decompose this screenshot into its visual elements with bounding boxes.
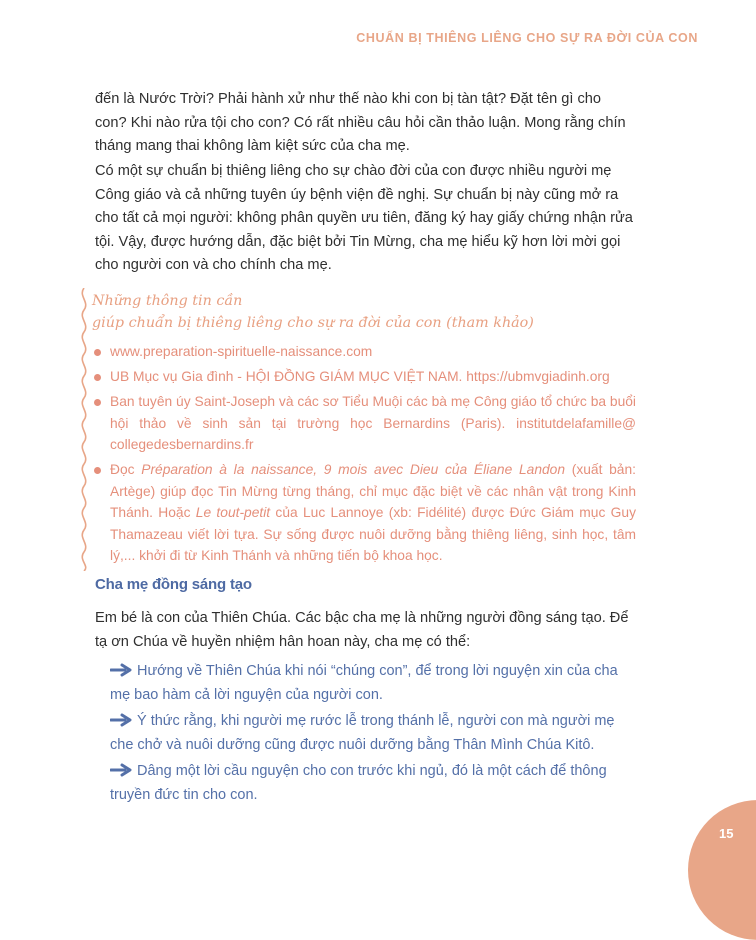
page-number: 15 bbox=[719, 826, 734, 841]
arrow-right-icon bbox=[110, 763, 132, 777]
list-item bbox=[94, 341, 636, 363]
book-title-preparation: Préparation à la naissance, 9 mois avec Dieu của Éliane Landon bbox=[141, 462, 566, 477]
info-item-reading-e: của Luc Lannoye (xb: Fidélité) được Đức Giám mục Guy Thamazeau viết lời tựa. Sự sống được nuôi dưỡng bằng thiêng liêng, sinh học, tâm lý,... khởi đi từ Kinh Thánh và những tiến bộ khoa học. bbox=[110, 505, 636, 563]
arrow-item-text: Hướng về Thiên Chúa khi nói “chúng con”, để trong lời nguyện xin của cha mẹ bao hàm cả lời nguyện của người con. bbox=[110, 663, 618, 703]
info-box-list bbox=[94, 341, 636, 570]
section-heading: Cha mẹ đồng sáng tạo bbox=[95, 576, 252, 593]
bullet-dot-icon bbox=[94, 399, 101, 406]
arrow-right-icon bbox=[110, 713, 132, 727]
info-item-saint-joseph: Ban tuyên úy Saint-Joseph và các sơ Tiểu Muội các bà mẹ Công giáo tổ chức ba buổi hội thảo về sinh sản tại trường học Bernardins (Paris). institutdelafamille@ collegedesbernardins.fr bbox=[110, 394, 636, 452]
arrow-list bbox=[110, 660, 638, 810]
info-box-title-line1: Những thông tin cần bbox=[92, 293, 243, 309]
list-item bbox=[94, 366, 636, 388]
bullet-dot-icon bbox=[94, 374, 101, 381]
running-head: CHUẨN BỊ THIÊNG LIÊNG CHO SỰ RA ĐỜI CỦA CON bbox=[356, 31, 698, 45]
info-item-reading-c: (xuất bản: Artège) giúp đọc Tin Mừng từng tháng, chỉ mục đặc biệt về các nhân vật trong Kinh Thánh. Hoặc bbox=[110, 462, 636, 520]
paragraph-1: đến là Nước Trời? Phải hành xử như thế nào khi con bị tàn tật? Đặt tên gì cho con? Khi nào rửa tội cho con? Có rất nhiều câu hỏi cần thảo luận. Mong rằng chín tháng mang thai không làm kiệt sức của cha mẹ. bbox=[95, 91, 626, 154]
arrow-item-text: Dâng một lời cầu nguyện cho con trước khi ngủ, đó là một cách để thông truyền đức tin cho con. bbox=[110, 763, 607, 803]
wavy-border-icon bbox=[76, 288, 92, 571]
arrow-right-icon bbox=[110, 663, 132, 677]
list-item bbox=[94, 391, 636, 456]
paragraph-2: Có một sự chuẩn bị thiêng liêng cho sự chào đời của con được nhiều người mẹ Công giáo và cả những tuyên úy bệnh viện đề nghị. Sự chuẩn bị này cũng mở ra cho tất cả mọi người: không phân quyền ưu tiên, đăng ký hay giấy chứng nhận rửa tội. Vậy, được hướng dẫn, đặc biệt bởi Tin Mừng, cha mẹ hiểu kỹ hơn lời mời gọi cho người con và cho chính cha mẹ. bbox=[95, 163, 633, 273]
bullet-dot-icon bbox=[94, 349, 101, 356]
info-item-reading-a: Đọc bbox=[110, 462, 142, 477]
info-box-title-line2: giúp chuẩn bị thiêng liêng cho sự ra đời của con (tham khảo) bbox=[92, 315, 534, 331]
bullet-dot-icon bbox=[94, 467, 101, 474]
book-title-tout-petit: Le tout-petit bbox=[195, 505, 271, 520]
paragraph-3: Em bé là con của Thiên Chúa. Các bậc cha mẹ là những người đồng sáng tạo. Để tạ ơn Chúa về huyền nhiệm hân hoan này, cha mẹ có thể: bbox=[95, 610, 629, 650]
page-corner bbox=[688, 800, 756, 940]
arrow-item-text: Ý thức rằng, khi người mẹ rước lễ trong thánh lễ, người con mà người mẹ che chở và nuôi dưỡng cũng được nuôi dưỡng bằng Thân Mình Chúa Kitô. bbox=[110, 713, 615, 753]
info-link-preparation[interactable]: www.preparation-spirituelle-naissance.com bbox=[110, 344, 373, 359]
list-item bbox=[110, 660, 638, 707]
info-box bbox=[76, 288, 641, 571]
list-item bbox=[110, 760, 638, 807]
list-item bbox=[94, 459, 636, 567]
info-item-ubmv: UB Mục vụ Gia đình - HỘI ĐỒNG GIÁM MỤC VIỆT NAM. https://ubmvgiadinh.org bbox=[110, 369, 610, 384]
list-item bbox=[110, 710, 638, 757]
